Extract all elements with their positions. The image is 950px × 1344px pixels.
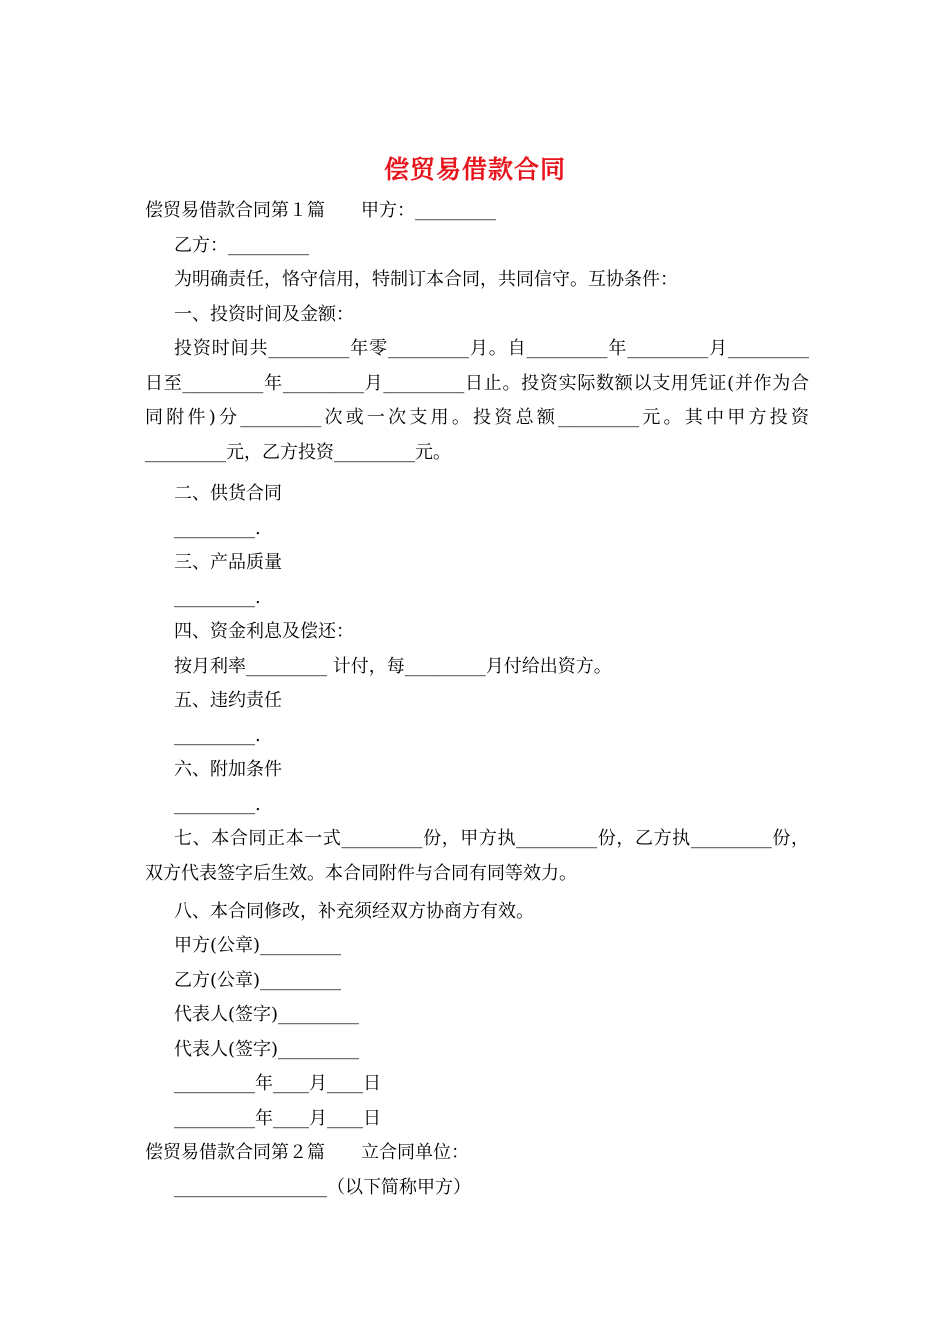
section-3-heading: 三、产品质量	[174, 552, 282, 573]
section-2-blank: _________.	[174, 518, 261, 539]
section-5-blank: _________.	[174, 725, 261, 746]
section-8-paragraph: 八、本合同修改，补充须经双方协商方有效。	[174, 901, 534, 922]
section-5-heading: 五、违约责任	[174, 690, 282, 711]
section-6-heading: 六、附加条件	[174, 759, 282, 780]
section-1-paragraph: 投资时间共_________年零_________月。自_________年_________月_________日至_________年_________月_________日止。投资实际数额以支用凭证(并作为合同附件)分_________次或一次支用。投资总额_________元。其中甲方投资_________元，乙方投资_________元。	[145, 338, 809, 463]
part2-heading: 偿贸易借款合同第２篇 立合同单位：	[145, 1142, 469, 1163]
representative-signature-line: 代表人(签字)_________	[174, 1039, 360, 1060]
representative-signature-line: 代表人(签字)_________	[174, 1004, 360, 1025]
section-7-paragraph: 七、本合同正本一式_________份，甲方执_________份，乙方执_________份，双方代表签字后生效。本合同附件与合同有同等效力。	[145, 828, 809, 884]
date-line: _________年____月____日	[174, 1073, 381, 1094]
section-2-heading: 二、供货合同	[174, 483, 282, 504]
document-title: 偿贸易借款合同	[383, 155, 566, 184]
intro-paragraph: 为明确责任，恪守信用，特制订本合同，共同信守。互协条件：	[174, 269, 678, 290]
section-4-heading: 四、资金利息及偿还：	[174, 621, 354, 642]
party-a-name-line: _________________（以下简称甲方）	[174, 1177, 471, 1198]
party-b-line: 乙方：_________	[174, 235, 309, 256]
section-4-paragraph: 按月利率_________ 计付，每_________月付给出资方。	[174, 656, 612, 677]
section-6-blank: _________.	[174, 794, 261, 815]
section-3-blank: _________.	[174, 587, 261, 608]
part1-heading: 偿贸易借款合同第１篇 甲方：_________	[145, 200, 496, 221]
section-1-heading: 一、投资时间及金额：	[174, 304, 354, 325]
party-b-seal-line: 乙方(公章)_________	[174, 970, 342, 991]
date-line: _________年____月____日	[174, 1108, 381, 1129]
party-a-seal-line: 甲方(公章)_________	[174, 935, 342, 956]
